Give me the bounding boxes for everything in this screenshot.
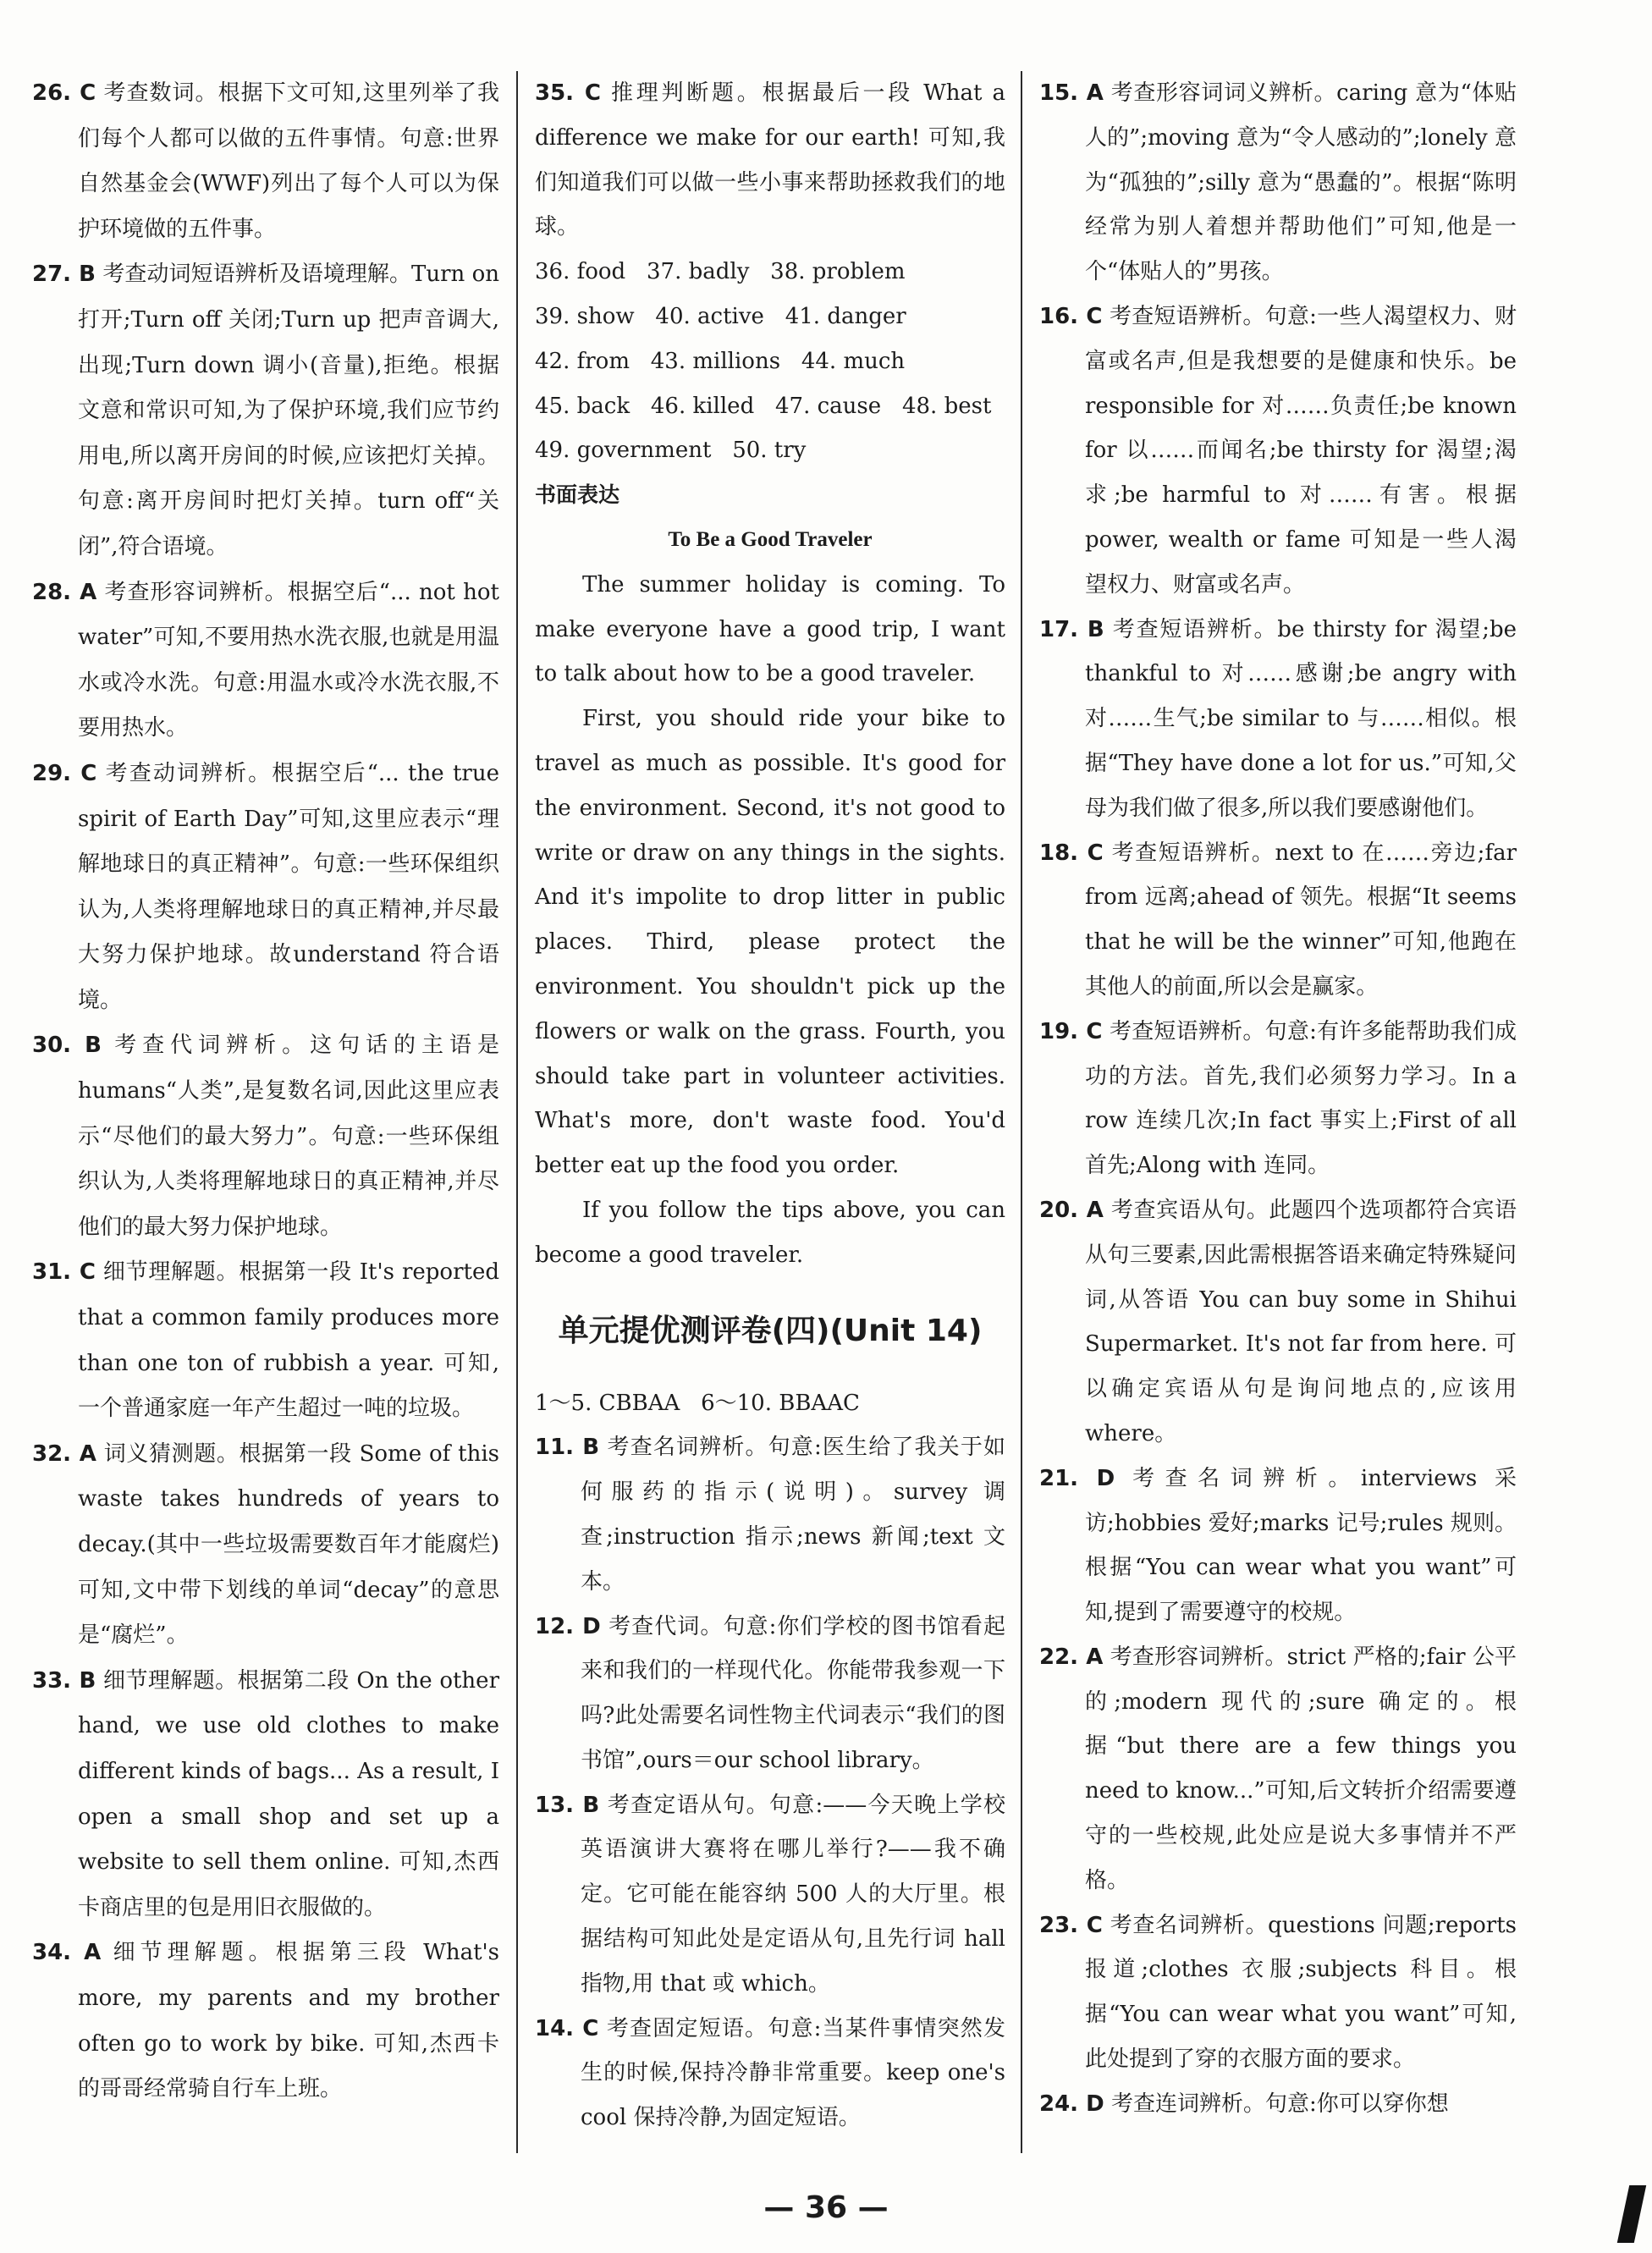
answer-item-21 <box>1039 1457 1517 1635</box>
item-text: 考查形容词词义辨析。caring 意为“体贴人的”;moving 意为“令人感动的”;lonely 意为“孤独的”;silly 意为“愚蠢的”。根据“陈明经常为别人着想并帮助他们”可知,他是一个“体贴人的”男孩。 <box>1085 80 1517 285</box>
answer-item-33 <box>32 1659 499 1931</box>
column-1 <box>32 71 499 2151</box>
writing-heading: 书面表达 <box>535 482 620 508</box>
item-text: 细节理解题。根据第二段 On the other hand, we use old clothes to make different kinds of bags... As a result, I open a small shop and set up a website to sell them online. 可知,杰西卡商店里的包是用旧衣服做的。 <box>78 1667 499 1920</box>
answer-item-16 <box>1039 295 1517 608</box>
item-text: 词义猜测题。根据第一段 Some of this waste takes hundreds of years to decay.(其中一些垃圾需要数百年才能腐烂)可知,文中带下划线的单词“decay”的意思是“腐烂”。 <box>78 1440 500 1649</box>
item-number: 30. B <box>32 1033 102 1059</box>
page-number: — 36 — <box>763 2190 889 2225</box>
answer-item-22 <box>1039 1635 1517 1903</box>
answer-item-23 <box>1039 1903 1517 2082</box>
answer-line: 49. government 50. try <box>535 438 807 464</box>
answer-item-12 <box>535 1605 1005 1783</box>
item-number: 28. A <box>32 579 97 605</box>
answer-item-30 <box>32 1023 499 1250</box>
column-divider <box>1021 71 1022 2153</box>
item-text: 推理判断题。根据最后一段 What a difference we make for our earth! 可知,我们知道我们可以做一些小事来帮助拯救我们的地球。 <box>535 80 1006 240</box>
item-number: 22. A <box>1039 1644 1104 1670</box>
item-number: 19. C <box>1039 1018 1103 1044</box>
item-text: 考查短语辨析。be thirsty for 渴望;be thankful to 对……感谢;be angry with 对……生气;be similar to 与……相似。根据“They have done a lot for us.”可知,父母为我们做了很多,所以我们要感谢他们。 <box>1085 616 1517 821</box>
item-number: 33. B <box>32 1667 96 1694</box>
column-divider <box>516 71 518 2153</box>
item-text: 考查连词辨析。句意:你可以穿你想 <box>1110 2090 1449 2117</box>
answer-item-32 <box>32 1432 499 1659</box>
answer-item-35 <box>535 71 1005 250</box>
answer-item-15 <box>1039 71 1517 295</box>
item-text: 考查短语辨析。句意:一些人渴望权力、财富或名声,但是我想要的是健康和快乐。be responsible for 对……负责任;be known for 以……而闻名;be thirsty for 渴望;渴求;be harmful to 对……有害。根据 power, wealth or fame 可知是一些人渴望权力、财富或名声。 <box>1085 303 1517 598</box>
item-number: 21. D <box>1039 1465 1115 1491</box>
item-text: 考查名词辨析。interviews 采访;hobbies 爱好;marks 记号;rules 规则。根据“You can wear what you want”可知,提到了需要遵守的校规。 <box>1085 1465 1517 1626</box>
item-number: 17. B <box>1039 616 1104 642</box>
item-text: 考查形容词辨析。strict 严格的;fair 公平的;modern 现代的;sure 确定的。根据“but there are a few things you need to know...”可知,后文转折介绍需要遵守的一些校规,此处应是说大多事情并不严格。 <box>1085 1644 1517 1893</box>
answer-item-34 <box>32 1931 499 2112</box>
item-number: 35. C <box>535 80 601 106</box>
item-number: 27. B <box>32 262 96 288</box>
answer-line: 42. from 43. millions 44. much <box>535 348 906 374</box>
answer-item-13 <box>535 1783 1005 2007</box>
item-text: 考查短语辨析。next to 在……旁边;far from 远离;ahead of 领先。根据“It seems that he will be the winner”可知,他跑在其他人的前面,所以会是赢家。 <box>1085 840 1517 1000</box>
item-text: 考查短语辨析。句意:有许多能帮助我们成功的方法。首先,我们必须努力学习。In a row 连续几次;In fact 事实上;First of all 首先;Along with 连同。 <box>1085 1018 1517 1179</box>
answer-item-28 <box>32 570 499 752</box>
column-3 <box>1039 71 1517 2151</box>
item-text: 考查动词辨析。根据空后“... the true spirit of Earth Day”可知,这里应表示“理解地球日的真正精神”。句意:一些环保组织认为,人类将理解地球日的真正精神,并尽最大努力保护地球。故understand 符合语境。 <box>78 760 499 1013</box>
mc-answers: 1～5. CBBAA 6～10. BBAAC <box>535 1390 860 1416</box>
item-number: 16. C <box>1039 303 1103 329</box>
unit-title: 单元提优测评卷(四)(Unit 14) <box>558 1313 983 1348</box>
answer-item-19 <box>1039 1010 1517 1188</box>
item-number: 13. B <box>535 1792 600 1818</box>
item-text: 考查定语从句。句意:——今天晚上学校英语演讲大赛将在哪儿举行?——我不确定。它可能在能容纳 500 人的大厅里。根据结构可知此处是定语从句,且先行词 hall 指物,用 that 或 which。 <box>581 1792 1005 1997</box>
item-number: 14. C <box>535 2015 599 2041</box>
item-number: 24. D <box>1039 2090 1104 2117</box>
item-text: 考查动词短语辨析及语境理解。Turn on 打开;Turn off 关闭;Turn up 把声音调大,出现;Turn down 调小(音量),拒绝。根据文意和常识可知,为了保护环境,我们应节约用电,所以离开房间的时候,应该把灯关掉。句意:离开房间时把灯关掉。turn off“关闭”,符合语境。 <box>78 262 499 559</box>
essay-paragraph: If you follow the tips above, you can become a good traveler. <box>535 1197 1005 1268</box>
item-number: 20. A <box>1039 1197 1104 1223</box>
item-text: 考查固定短语。句意:当某件事情突然发生的时候,保持冷静非常重要。keep one's cool 保持冷静,为固定短语。 <box>581 2015 1005 2131</box>
item-number: 34. A <box>32 1940 102 1966</box>
column-2 <box>535 71 1005 2151</box>
item-number: 26. C <box>32 80 96 106</box>
item-text: 考查代词辨析。这句话的主语是humans“人类”,是复数名词,因此这里应表示“尽他们的最大努力”。句意:一些环保组织认为,人类将理解地球日的真正精神,并尽他们的最大努力保护地球。 <box>78 1033 499 1240</box>
item-text: 细节理解题。根据第三段 What's more, my parents and my brother often go to work by bike. 可知,杰西卡的哥哥经常骑自行车上班。 <box>78 1940 500 2102</box>
answer-item-27 <box>32 252 499 570</box>
item-number: 15. A <box>1039 80 1104 106</box>
item-number: 31. C <box>32 1259 96 1286</box>
essay-paragraph: The summer holiday is coming. To make everyone have a good trip, I want to talk about how to be a good traveler. <box>535 571 1005 687</box>
essay-paragraph: First, you should ride your bike to travel as much as possible. It's good for the environment. Second, it's not good to write or draw on any things in the sights. And it's impolite to drop litter in public places. Third, please protect the environment. You shouldn't pick up the flowers or walk on the grass. Fourth, you should take part in volunteer activities. What's more, don't waste food. You'd better eat up the food you order. <box>535 706 1005 1179</box>
item-text: 考查数词。根据下文可知,这里列举了我们每个人都可以做的五件事情。句意:世界自然基金会(WWF)列出了每个人可以为保护环境做的五件事。 <box>78 80 500 242</box>
item-number: 11. B <box>535 1435 600 1461</box>
item-number: 12. D <box>535 1613 601 1639</box>
answer-line: 39. show 40. active 41. danger <box>535 303 906 329</box>
item-text: 考查宾语从句。此题四个选项都符合宾语从句三要素,因此需根据答语来确定特殊疑问词,从答语 You can buy some in Shihui Supermarket. It's not far from here. 可以确定宾语从句是询问地点的,应该用 where。 <box>1085 1197 1517 1446</box>
item-number: 29. C <box>32 760 97 786</box>
answer-item-17 <box>1039 608 1517 831</box>
item-number: 32. A <box>32 1440 96 1467</box>
answer-item-18 <box>1039 831 1517 1010</box>
answer-item-14 <box>535 2007 1005 2140</box>
answer-item-11 <box>535 1425 1005 1604</box>
answer-item-31 <box>32 1250 499 1431</box>
answer-item-26 <box>32 71 499 252</box>
item-text: 细节理解题。根据第一段 It's reported that a common family produces more than one ton of rubbish a year. 可知,一个普通家庭一年产生超过一吨的垃圾。 <box>78 1259 499 1422</box>
item-text: 考查形容词辨析。根据空后“... not hot water”可知,不要用热水洗衣服,也就是用温水或冷水洗。句意:用温水或冷水洗衣服,不要用热水。 <box>78 579 500 741</box>
item-number: 23. C <box>1039 1912 1103 1938</box>
answer-item-24 <box>1039 2082 1517 2127</box>
item-text: 考查名词辨析。句意:医生给了我关于如何服药的指示(说明)。survey 调查;instruction 指示;news 新闻;text 文本。 <box>581 1435 1006 1595</box>
item-text: 考查代词。句意:你们学校的图书馆看起来和我们的一样现代化。你能带我参观一下吗?此处需要名词性物主代词表示“我们的图书馆”,ours＝our school library。 <box>581 1613 1006 1773</box>
essay-title: To Be a Good Traveler <box>668 527 873 551</box>
answer-line: 45. back 46. killed 47. cause 48. best <box>535 393 992 419</box>
answer-item-29 <box>32 752 499 1024</box>
answer-item-20 <box>1039 1188 1517 1457</box>
answer-line: 36. food 37. badly 38. problem <box>535 259 906 285</box>
item-text: 考查名词辨析。questions 问题;reports 报道;clothes 衣服;subjects 科目。根据“You can wear what you want”可知,此处提到了穿的衣服方面的要求。 <box>1085 1912 1517 2073</box>
item-number: 18. C <box>1039 840 1104 866</box>
